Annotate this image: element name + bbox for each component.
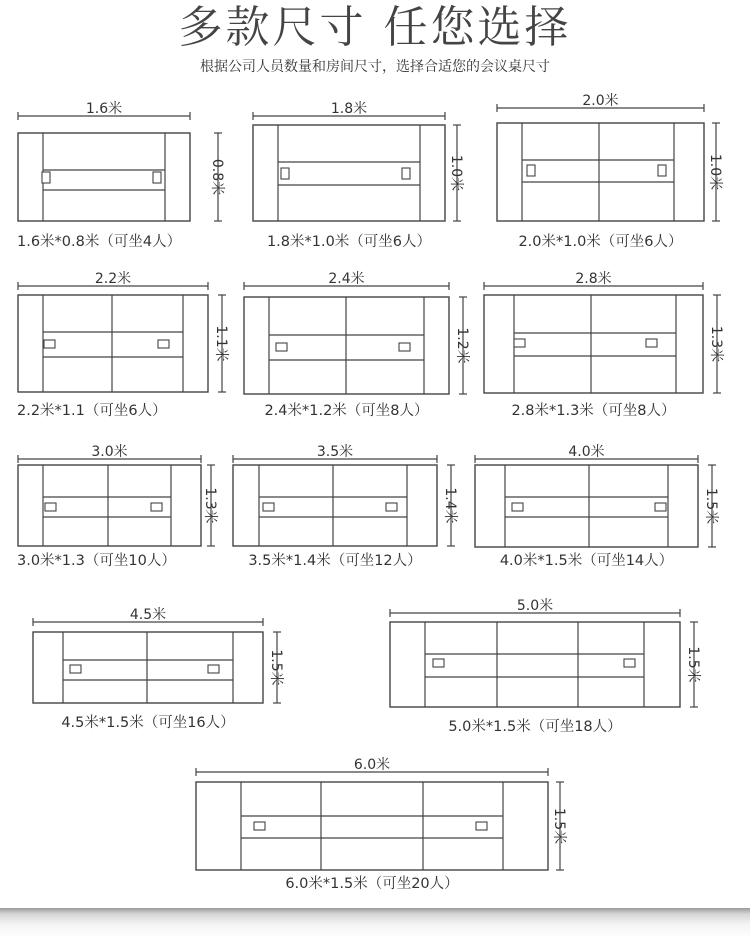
power-outlet-box-left	[42, 172, 50, 183]
width-label: 2.4米	[328, 271, 365, 287]
width-label: 2.2米	[94, 271, 132, 287]
size-caption: 1.6米*0.8米（可坐4人）	[17, 234, 182, 250]
table-item-1	[17, 100, 226, 250]
power-outlet-box-left	[263, 503, 274, 511]
power-outlet-box-right	[208, 665, 219, 673]
size-caption: 6.0米*1.5米（可坐20人）	[285, 876, 459, 892]
power-outlet-box-right	[646, 339, 657, 347]
page-title: 多款尺寸 任您选择	[178, 2, 572, 53]
depth-label: 1.5米	[268, 649, 284, 686]
table-item-11	[390, 597, 702, 735]
power-outlet-box-left	[281, 168, 289, 179]
depth-label: 1.2米	[454, 327, 470, 364]
table-item-4	[17, 270, 230, 419]
table-item-8	[233, 443, 459, 569]
power-outlet-box-left	[512, 503, 523, 511]
table-item-7	[17, 443, 219, 569]
size-caption: 3.0米*1.3（可坐10人）	[17, 553, 176, 569]
power-outlet-box-right	[655, 503, 666, 511]
power-outlet-box-left	[433, 659, 444, 667]
table-item-5	[244, 270, 471, 419]
power-outlet-box-right	[386, 503, 397, 511]
size-caption: 2.2米*1.1（可坐6人）	[17, 403, 167, 419]
size-caption: 4.0米*1.5米（可坐14人）	[499, 553, 674, 569]
table-item-9	[475, 443, 720, 569]
power-outlet-box-right	[151, 503, 162, 511]
power-outlet-box-right	[658, 165, 666, 176]
size-caption: 5.0米*1.5米（可坐18人）	[448, 719, 622, 735]
power-outlet-box-right	[158, 340, 169, 348]
power-outlet-box-right	[624, 659, 635, 667]
width-label: 6.0米	[353, 757, 391, 773]
table-item-2	[253, 100, 465, 250]
power-outlet-box-right	[399, 343, 410, 351]
power-outlet-box-right	[402, 168, 410, 179]
table-item-10	[33, 606, 285, 731]
power-outlet-box-left	[44, 340, 55, 348]
depth-label: 1.5米	[685, 646, 701, 683]
power-outlet-box-right	[153, 172, 161, 183]
width-label: 2.0米	[582, 93, 619, 109]
width-label: 1.6米	[85, 101, 123, 117]
table-item-3	[497, 92, 724, 250]
page-subtitle: 根据公司人员数量和房间尺寸，选择合适您的会议桌尺寸	[200, 59, 550, 75]
depth-label: 0.8米	[209, 158, 225, 196]
width-label: 5.0米	[516, 598, 554, 614]
depth-label: 1.0米	[448, 154, 464, 192]
table-outline	[196, 782, 548, 870]
width-label: 2.8米	[575, 271, 612, 287]
power-outlet-box-right	[476, 822, 487, 830]
depth-label: 1.3米	[202, 487, 218, 524]
bottom-shadow	[0, 908, 750, 950]
width-label: 4.5米	[129, 607, 167, 623]
power-outlet-box-left	[527, 165, 535, 176]
width-label: 4.0米	[568, 444, 605, 460]
depth-label: 1.0米	[707, 153, 723, 191]
power-outlet-box-left	[70, 665, 81, 673]
power-outlet-box-left	[514, 339, 525, 347]
power-outlet-box-left	[45, 503, 56, 511]
size-caption: 2.4米*1.2米（可坐8人）	[264, 403, 429, 419]
power-outlet-box-left	[276, 343, 287, 351]
width-label: 3.0米	[91, 444, 128, 460]
power-outlet-box-left	[254, 822, 265, 830]
table-item-12	[196, 756, 568, 892]
size-caption: 2.0米*1.0米（可坐6人）	[518, 234, 683, 250]
size-caption: 2.8米*1.3米（可坐8人）	[511, 403, 676, 419]
width-label: 3.5米	[316, 444, 354, 460]
size-caption: 4.5米*1.5米（可坐16人）	[61, 715, 235, 731]
depth-label: 1.5米	[551, 807, 567, 845]
depth-label: 1.4米	[442, 487, 458, 524]
table-item-6	[484, 270, 725, 419]
depth-label: 1.3米	[708, 325, 724, 363]
depth-label: 1.5米	[703, 487, 719, 525]
size-caption: 1.8米*1.0米（可坐6人）	[266, 234, 432, 250]
size-caption: 3.5米*1.4米（可坐12人）	[248, 553, 422, 569]
depth-label: 1.1米	[213, 325, 229, 362]
table-outline	[33, 632, 263, 703]
width-label: 1.8米	[330, 101, 368, 117]
